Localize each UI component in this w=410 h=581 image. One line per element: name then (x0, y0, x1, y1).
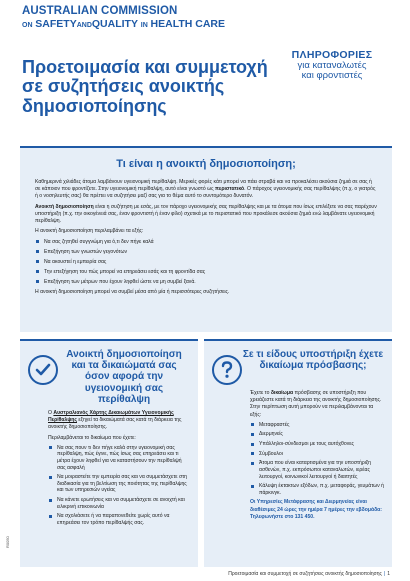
section-heading: Σε τι είδους υποστήριξη έχετε δικαίωμα πρόσβασης; (242, 349, 384, 372)
list-item: Επεξήγηση των γνωστών γεγονότων (35, 249, 377, 256)
list-item: Να ακουστεί η εμπειρία σας (35, 259, 377, 266)
charter-link[interactable]: Αυστραλιανός Χάρτης Δικαιωμάτων Υγειονομικής Περίθαλψης (48, 409, 174, 424)
paragraph: Ανοικτή δημοσιοποίηση είναι η συζήτηση με εσάς, με τον πάροχο υγειονομικής σας περίθαλψης και με τα άτομα που ίσως επιλέξετε να σας παρέχουν υποστήριξη (π.χ. την οικογένειά σας, έναν φροντιστή ή έναν φίλο) σχετικά με το περιστατικό που προκάλεσε ακούσια ζημιά ενώ λαμβάνατε υγειονομική περίθαλψη. (35, 203, 377, 225)
list-item: Να μοιραστείτε την εμπειρία σας και να συμμετάσχετε στη διαδικασία για τη βελτίωση της ποιότητας της περίθαλψης και των υπηρεσιών υγείας (48, 474, 190, 494)
checkmark-icon (28, 355, 58, 385)
paragraph: Έχετε το δικαίωμα πρόσβασης σε υποστήριξη που χρειάζεστε κατά τη διάρκεια της ανοικτής δημοσιοποίησης. Στην περίπτωση αυτή μπορούν να περιλαμβάνονται τα εξής: (250, 390, 382, 418)
list-item: Να κάνετε ερωτήσεις και να συμμετάσχετε σε ανοιχτή και ειλικρινή επικοινωνία (48, 497, 190, 510)
paragraph: Περιλαμβάνεται το δικαίωμα που έχετε: (48, 434, 136, 441)
interpreter-info: Οι Υπηρεσίες Μετάφρασης και Διερμηνείας είναι διαθέσιμες 24 ώρες την ημέρα 7 ημέρες την εβδομάδα: Τηλεφωνήστε στο 131 450. (250, 499, 382, 520)
list-item: Να σας πουν τι δεν πήγε καλά στην υγειονομική σας περίθαλψη, πώς έγινε, πώς ίσως σας επηρεάσει και τι μέτρα έχουν ληφθεί για να καταστήσουν την περίθαλψή σας ασφαλή (48, 445, 190, 471)
page-title: Προετοιμασία και συμμετοχή σε συζητήσεις ανοικτής δημοσιοποίησης (22, 57, 268, 116)
list-item: Άτομα που είναι καταρτισμένα για την υποστήριξη ασθενών, π.χ. εκπρόσωποι καταναλωτών, ιερέας λειτουργοί, κοινωνικοί λειτουργοί ή διαιτητές (250, 460, 384, 480)
page-footer: Προετοιμασία και συμμετοχή σε συζητήσεις ανοικτής δημοσιοποίησης | 1 (228, 571, 390, 577)
list-item: Επεξήγηση των μέτρων που έχουν ληφθεί ώστε να μη συμβεί ξανά. (35, 279, 377, 286)
info-title: ΠΛΗΡΟΦΟΡΙΕΣ (291, 49, 373, 61)
bullet-list (48, 445, 190, 527)
paragraph: Η ανοικτή δημοσιοποίηση μπορεί να συμβεί μέσα από μία ή περισσότερες συζητήσεις. (35, 289, 230, 296)
audience-label (268, 49, 396, 82)
bullet-list (35, 239, 377, 286)
rights-box (20, 339, 198, 567)
page-number: 1 (387, 571, 390, 577)
list-item: Μεταφραστές (250, 422, 384, 429)
paragraph: Η ανοικτή δημοσιοποίηση περιλαμβάνει τα εξής: (35, 228, 144, 235)
question-mark-icon (212, 355, 242, 385)
section-heading: Τι είναι η ανοικτή δημοσιοποίηση; (116, 158, 296, 170)
paragraph: Καθημερινά χιλιάδες άτομα λαμβάνουν υγειονομική περίθαλψη. Μερικές φορές κάτι μπορεί να πάει στραβά και να προκαλέσει ακούσια ζημιά σε σας ή σε κάποιον που φροντίζετε. Στην υγειονομική περίθαλψη, αυτό είναι γνωστό ως περιστατικό. Ο πάροχος υγειονομικής σας περίθαλψης (π.χ. ο γιατρός ή ο νοσηλευτής σας) θα πρέπει να συζητήσει μαζί σας για το θέμα αυτό το συντομότερο δυνατόν. (35, 179, 376, 200)
list-item: Να σας ζητηθεί συγγνώμη για ό,τι δεν πήγε καλά (35, 239, 377, 246)
list-item: Κάλυψη έκτακτων εξόδων, π.χ. μεταφοράς, γευμάτων ή πάρκινγκ. (250, 483, 384, 496)
support-box (204, 339, 392, 567)
list-item: Διερμηνείς (250, 431, 384, 438)
list-item: Την επεξήγηση του πώς μπορεί να επηρεάσει εσάς και τη φροντίδα σας (35, 269, 377, 276)
logo-line-2: ON SAFETYANDQUALITY IN HEALTH CARE (22, 17, 226, 30)
list-item: Να σχολιάσετε ή να παραπονεθείτε χωρίς αυτό να επηρεάσει τον τρόπο περίθαλψής σας. (48, 513, 190, 526)
document-code: R0050 (5, 536, 10, 548)
list-item: Σύμβουλοι (250, 451, 384, 458)
footer-text: Προετοιμασία και συμμετοχή σε συζητήσεις ανοικτής δημοσιοποίησης (228, 571, 382, 577)
what-is-open-disclosure-box (20, 146, 392, 332)
logo-line-1: AUSTRALIAN COMMISSION (22, 5, 178, 17)
info-subtitle-2: και φροντιστές (301, 70, 363, 82)
commission-logo (22, 6, 225, 30)
section-heading: Ανοικτή δημοσιοποίηση και τα δικαιώματά σας όσον αφορά την υγειονομική σας περίθαλψη (66, 349, 182, 405)
list-item: Υπάλληλοι-σύνδεσμοι με τους αυτόχθονες (250, 441, 384, 448)
paragraph: Ο Αυστραλιανός Χάρτης Δικαιωμάτων Υγειονομικής Περίθαλψης εξηγεί τα δικαιώματά σας κατά τη διάρκεια της ανοικτής δημοσιοποίησης. (48, 409, 182, 431)
bullet-list (250, 422, 384, 496)
info-subtitle-1: για καταναλωτές (297, 60, 367, 71)
